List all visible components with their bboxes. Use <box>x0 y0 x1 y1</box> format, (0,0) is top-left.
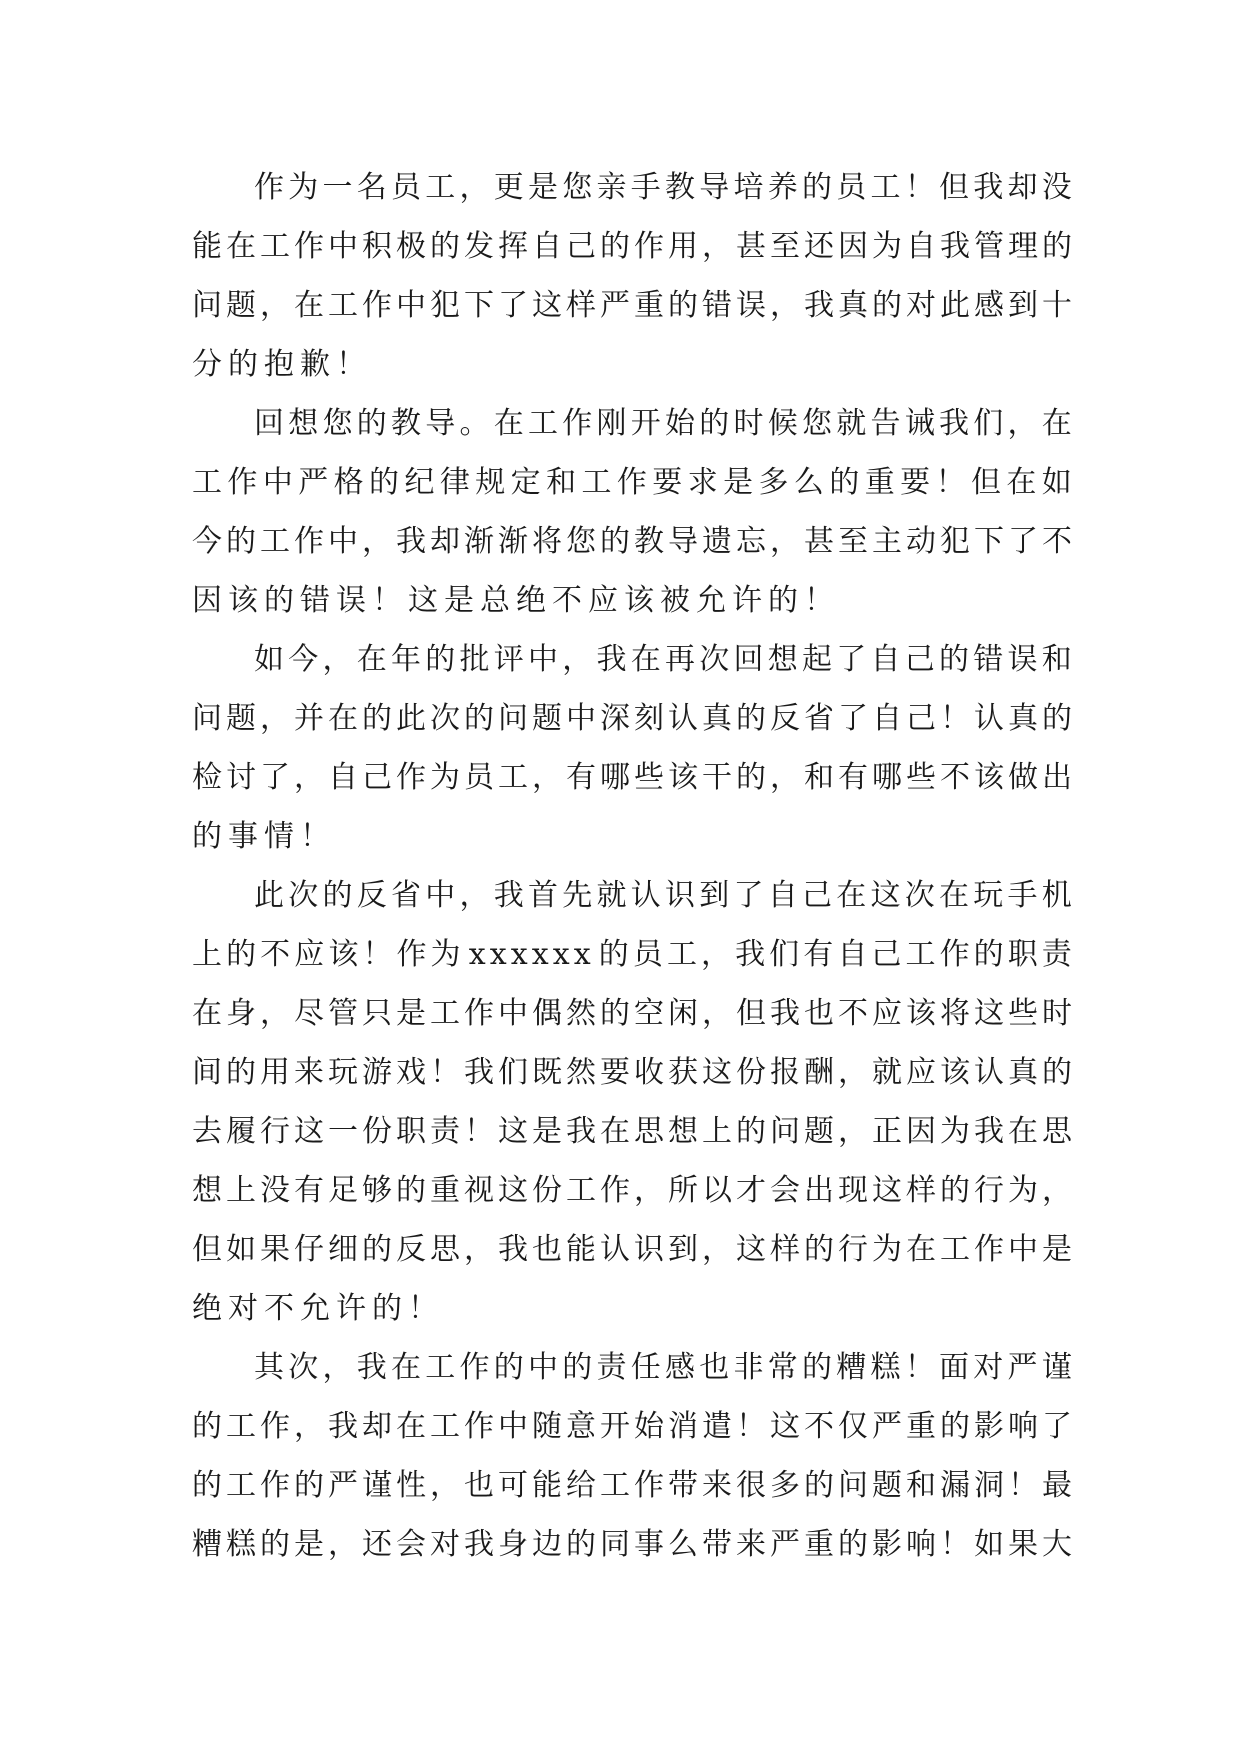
paragraph-4 <box>192 866 1072 1338</box>
text-line: 此 次 的 反 省 中 ， 我 首 先 就 认 识 到 了 自 己 在 这 次 在 玩 手 机 <box>254 878 1072 913</box>
document-body <box>192 158 1072 1574</box>
text-line: 的 工 作 ， 我 却 在 工 作 中 随 意 开 始 消 遣 ！ 这 不 仅 严 重 的 影 响 了 <box>192 1409 1072 1444</box>
text-line: 去 履 行 这 一 份 职 责 ！ 这 是 我 在 思 想 上 的 问 题 ， 正 因 为 我 在 思 <box>192 1114 1072 1149</box>
text-line: 的事情！ <box>192 819 336 854</box>
text-line: 作 为 一 名 员 工 ， 更 是 您 亲 手 教 导 培 养 的 员 工 ！ 但 我 却 没 <box>254 170 1072 205</box>
text-line: 在 身 ， 尽 管 只 是 工 作 中 偶 然 的 空 闲 ， 但 我 也 不 应 该 将 这 些 时 <box>192 996 1072 1031</box>
text-line: 问 题 ， 在 工 作 中 犯 下 了 这 样 严 重 的 错 误 ， 我 真 的 对 此 感 到 十 <box>192 288 1072 323</box>
text-line: 工 作 中 严 格 的 纪 律 规 定 和 工 作 要 求 是 多 么 的 重 要 ！ 但 在 如 <box>192 465 1072 500</box>
text-line: 间 的 用 来 玩 游 戏 ！ 我 们 既 然 要 收 获 这 份 报 酬 ， 就 应 该 认 真 的 <box>192 1055 1072 1090</box>
text-line: 分的抱歉！ <box>192 347 372 382</box>
text-line: 因该的错误！这是总绝不应该被允许的！ <box>192 583 840 618</box>
text-line: 能 在 工 作 中 积 极 的 发 挥 自 己 的 作 用 ， 甚 至 还 因 为 自 我 管 理 的 <box>192 229 1072 264</box>
text-line: 其 次 ， 我 在 工 作 的 中 的 责 任 感 也 非 常 的 糟 糕 ！ 面 对 严 谨 <box>254 1350 1072 1385</box>
text-line: 检 讨 了 ， 自 己 作 为 员 工 ， 有 哪 些 该 干 的 ， 和 有 哪 些 不 该 做 出 <box>192 760 1072 795</box>
text-line: 今 的 工 作 中 ， 我 却 渐 渐 将 您 的 教 导 遗 忘 ， 甚 至 主 动 犯 下 了 不 <box>192 524 1072 559</box>
text-line: 绝对不允许的！ <box>192 1291 444 1326</box>
paragraph-2 <box>192 394 1072 630</box>
text-line: 的 工 作 的 严 谨 性 ， 也 可 能 给 工 作 带 来 很 多 的 问 题 和 漏 洞 ！ 最 <box>192 1468 1072 1503</box>
text-line: 但 如 果 仔 细 的 反 思 ， 我 也 能 认 识 到 ， 这 样 的 行 为 在 工 作 中 是 <box>192 1232 1072 1267</box>
text-line: 糟 糕 的 是 ， 还 会 对 我 身 边 的 同 事 么 带 来 严 重 的 影 响 ！ 如 果 大 <box>192 1527 1072 1562</box>
text-line: 回 想 您 的 教 导 。 在 工 作 刚 开 始 的 时 候 您 就 告 诫 我 们 ， 在 <box>254 406 1072 441</box>
text-line: 想 上 没 有 足 够 的 重 视 这 份 工 作 ， 所 以 才 会 出 现 这 样 的 行 为 ， <box>192 1173 1072 1208</box>
paragraph-1 <box>192 158 1072 394</box>
text-line: 问 题 ， 并 在 的 此 次 的 问 题 中 深 刻 认 真 的 反 省 了 自 己 ！ 认 真 的 <box>192 701 1072 736</box>
text-line: 如 今 ， 在 年 的 批 评 中 ， 我 在 再 次 回 想 起 了 自 己 的 错 误 和 <box>254 642 1072 677</box>
text-line: 上 的 不 应 该 ！ 作 为 x x x x x x 的 员 工 ， 我 们 有 自 己 工 作 的 职 责 <box>192 937 1072 972</box>
paragraph-5 <box>192 1338 1072 1574</box>
paragraph-3 <box>192 630 1072 866</box>
